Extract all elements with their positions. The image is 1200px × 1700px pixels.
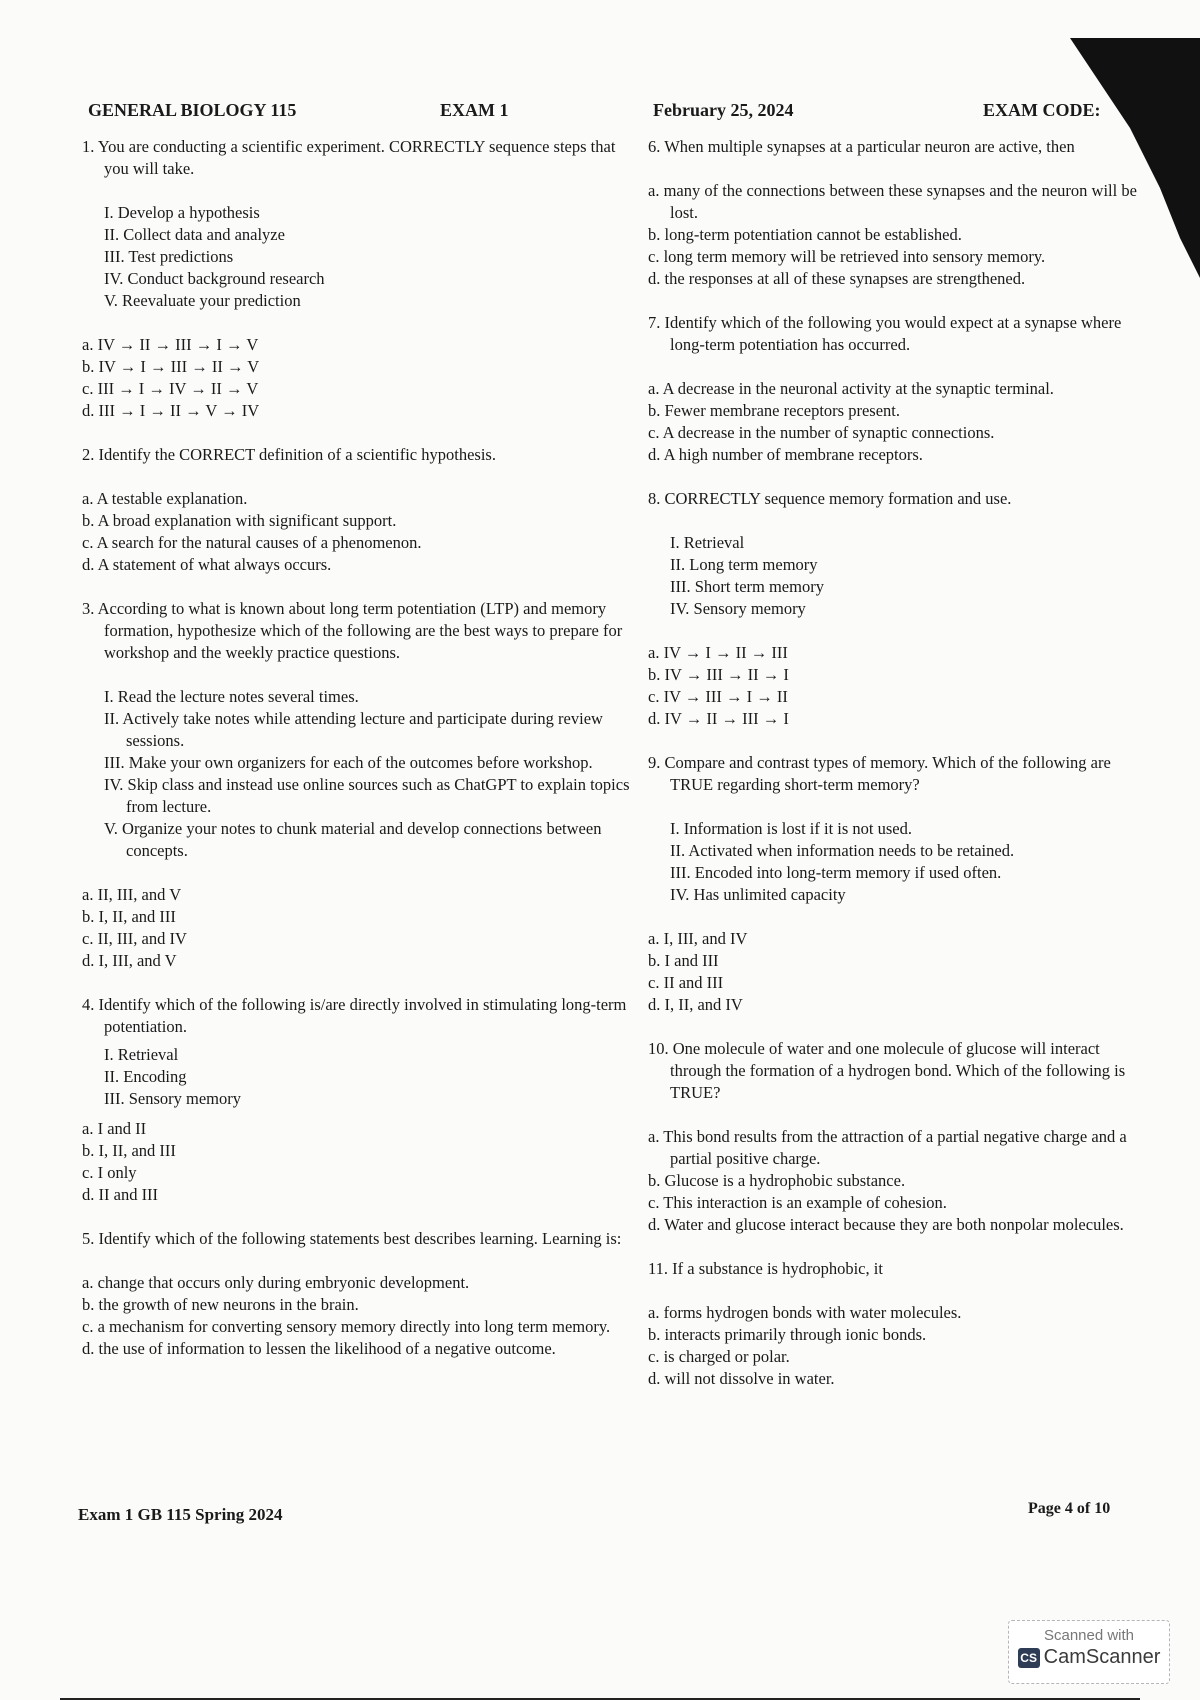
- exam-code: EXAM CODE:: [983, 100, 1101, 120]
- answer-choice: b. long-term potentiation cannot be established.: [648, 225, 962, 244]
- answer-choice: c. A decrease in the number of synaptic connections.: [648, 423, 995, 442]
- answer-choice: d. I, III, and V: [82, 951, 177, 970]
- question-11: [648, 1258, 1148, 1390]
- answer-choices: [82, 334, 642, 422]
- answer-choice: d. will not dissolve in water.: [648, 1369, 835, 1388]
- roman-item: II. Long term memory: [670, 555, 818, 574]
- roman-list: [648, 818, 1148, 906]
- question-stem: 8. CORRECTLY sequence memory formation and use.: [648, 489, 1012, 508]
- roman-item: IV. Skip class and instead use online sources such as ChatGPT to explain topics from lecture.: [104, 775, 630, 816]
- answer-choice: a. change that occurs only during embryonic development.: [82, 1273, 470, 1292]
- roman-item: II. Activated when information needs to be retained.: [670, 841, 1015, 860]
- question-4: [82, 994, 642, 1206]
- question-stem: 5. Identify which of the following statements best describes learning. Learning is:: [82, 1229, 622, 1248]
- question-stem: 4. Identify which of the following is/are directly involved in stimulating long-term potentiation.: [82, 995, 627, 1036]
- page-number: Page 4 of 10: [1028, 1500, 1111, 1517]
- answer-choice: c. I only: [82, 1163, 137, 1182]
- answer-choice: d. III → I → II → V → IV: [82, 401, 260, 420]
- answer-choice: a. This bond results from the attraction of a partial negative charge and a partial positive charge.: [648, 1127, 1127, 1168]
- question-stem: 2. Identify the CORRECT definition of a scientific hypothesis.: [82, 445, 496, 464]
- answer-choice: b. IV → III → II → I: [648, 665, 789, 684]
- answer-choices: [648, 1126, 1148, 1236]
- answer-choice: b. the growth of new neurons in the brain.: [82, 1295, 359, 1314]
- question-stem: 1. You are conducting a scientific experiment. CORRECTLY sequence steps that you will take.: [82, 137, 616, 178]
- answer-choice: a. I and II: [82, 1119, 147, 1138]
- answer-choice: a. A testable explanation.: [82, 489, 248, 508]
- question-10: [648, 1038, 1148, 1236]
- camscanner-logo-icon: CS: [1018, 1648, 1040, 1668]
- answer-choice: a. many of the connections between these synapses and the neuron will be lost.: [648, 181, 1137, 222]
- answer-choices: [648, 180, 1148, 290]
- roman-item: III. Short term memory: [670, 577, 824, 596]
- roman-item: III. Sensory memory: [104, 1089, 242, 1108]
- roman-item: I. Develop a hypothesis: [104, 203, 260, 222]
- roman-item: I. Information is lost if it is not used.: [670, 819, 912, 838]
- answer-choices: [82, 1118, 642, 1206]
- answer-choices: [648, 642, 1148, 730]
- answer-choice: c. This interaction is an example of cohesion.: [648, 1193, 947, 1212]
- answer-choice: d. A high number of membrane receptors.: [648, 445, 923, 464]
- question-7: [648, 312, 1148, 466]
- roman-item: III. Encoded into long-term memory if used often.: [670, 863, 1002, 882]
- scanner-caption: Scanned with: [1043, 1627, 1135, 1644]
- roman-item: V. Reevaluate your prediction: [104, 291, 301, 310]
- answer-choice: c. a mechanism for converting sensory memory directly into long term memory.: [82, 1317, 611, 1336]
- answer-choices: [648, 1302, 1148, 1390]
- answer-choice: b. Glucose is a hydrophobic substance.: [648, 1171, 906, 1190]
- answer-choice: b. A broad explanation with significant support.: [82, 511, 397, 530]
- answer-choice: a. forms hydrogen bonds with water molecules.: [648, 1303, 962, 1322]
- answer-choices: [648, 378, 1148, 466]
- question-8: [648, 488, 1148, 730]
- answer-choices: [648, 928, 1148, 1016]
- roman-list: [82, 202, 642, 312]
- question-9: [648, 752, 1148, 1016]
- roman-item: III. Make your own organizers for each of the outcomes before workshop.: [104, 753, 593, 772]
- question-1: [82, 136, 642, 422]
- answer-choices: [82, 488, 642, 576]
- roman-item: III. Test predictions: [104, 247, 234, 266]
- left-column: [82, 136, 642, 1382]
- answer-choice: b. Fewer membrane receptors present.: [648, 401, 900, 420]
- answer-choice: c. is charged or polar.: [648, 1347, 790, 1366]
- answer-choices: [82, 1272, 642, 1360]
- answer-choice: c. II and III: [648, 973, 724, 992]
- answer-choice: a. A decrease in the neuronal activity at the synaptic terminal.: [648, 379, 1054, 398]
- roman-item: V. Organize your notes to chunk material and develop connections between concepts.: [104, 819, 602, 860]
- question-3: [82, 598, 642, 972]
- question-stem: 11. If a substance is hydrophobic, it: [648, 1259, 883, 1278]
- answer-choice: d. Water and glucose interact because they are both nonpolar molecules.: [648, 1215, 1124, 1234]
- answer-choice: c. A search for the natural causes of a phenomenon.: [82, 533, 422, 552]
- roman-item: II. Collect data and analyze: [104, 225, 285, 244]
- question-stem: 7. Identify which of the following you would expect at a synapse where long-term potentiation has occurred.: [648, 313, 1122, 354]
- roman-list: [648, 532, 1148, 620]
- course-title: GENERAL BIOLOGY 115: [88, 100, 297, 120]
- roman-item: I. Retrieval: [670, 533, 745, 552]
- scanner-brand: [1009, 1646, 1169, 1669]
- roman-list: [82, 686, 642, 862]
- answer-choice: b. I, II, and III: [82, 907, 176, 926]
- answer-choice: c. long term memory will be retrieved into sensory memory.: [648, 247, 1046, 266]
- answer-choice: b. I and III: [648, 951, 719, 970]
- roman-item: IV. Has unlimited capacity: [670, 885, 846, 904]
- question-2: [82, 444, 642, 576]
- answer-choice: d. the responses at all of these synapses are strengthened.: [648, 269, 1026, 288]
- answer-choice: a. IV → II → III → I → V: [82, 335, 259, 354]
- question-stem: 9. Compare and contrast types of memory. Which of the following are TRUE regarding short-term memory?: [648, 753, 1111, 794]
- answer-choices: [82, 884, 642, 972]
- question-6: [648, 136, 1148, 290]
- scanner-brand-name: CamScanner: [1043, 1646, 1161, 1668]
- answer-choice: d. A statement of what always occurs.: [82, 555, 332, 574]
- answer-choice: c. III → I → IV → II → V: [82, 379, 259, 398]
- answer-choice: a. I, III, and IV: [648, 929, 748, 948]
- camscanner-watermark: [1008, 1620, 1170, 1684]
- exam-header: [88, 100, 1130, 128]
- answer-choice: a. II, III, and V: [82, 885, 182, 904]
- answer-choice: a. IV → I → II → III: [648, 643, 788, 662]
- answer-choice: b. IV → I → III → II → V: [82, 357, 260, 376]
- roman-item: IV. Sensory memory: [670, 599, 806, 618]
- answer-choice: b. I, II, and III: [82, 1141, 176, 1160]
- answer-choice: d. the use of information to lessen the likelihood of a negative outcome.: [82, 1339, 556, 1358]
- right-column: [648, 136, 1148, 1412]
- answer-choice: c. IV → III → I → II: [648, 687, 788, 706]
- answer-choice: d. IV → II → III → I: [648, 709, 789, 728]
- question-5: [82, 1228, 642, 1360]
- exam-date: February 25, 2024: [653, 100, 794, 120]
- roman-item: I. Retrieval: [104, 1045, 179, 1064]
- roman-item: II. Actively take notes while attending lecture and participate during review sessions.: [104, 709, 603, 750]
- question-stem: 3. According to what is known about long term potentiation (LTP) and memory formation, hypothesize which of the following are the best ways to prepare for workshop and the weekly practice questions.: [82, 599, 623, 662]
- question-stem: 6. When multiple synapses at a particular neuron are active, then: [648, 137, 1075, 156]
- answer-choice: c. II, III, and IV: [82, 929, 187, 948]
- answer-choice: b. interacts primarily through ionic bonds.: [648, 1325, 927, 1344]
- roman-list: [82, 1044, 642, 1110]
- footer-exam-label: Exam 1 GB 115 Spring 2024: [78, 1505, 283, 1524]
- answer-choice: d. I, II, and IV: [648, 995, 743, 1014]
- roman-item: II. Encoding: [104, 1067, 187, 1086]
- roman-item: I. Read the lecture notes several times.: [104, 687, 359, 706]
- exam-title: EXAM 1: [440, 100, 509, 120]
- answer-choice: d. II and III: [82, 1185, 159, 1204]
- question-stem: 10. One molecule of water and one molecule of glucose will interact through the formation of a hydrogen bond. Which of the following is TRUE?: [648, 1039, 1126, 1102]
- roman-item: IV. Conduct background research: [104, 269, 325, 288]
